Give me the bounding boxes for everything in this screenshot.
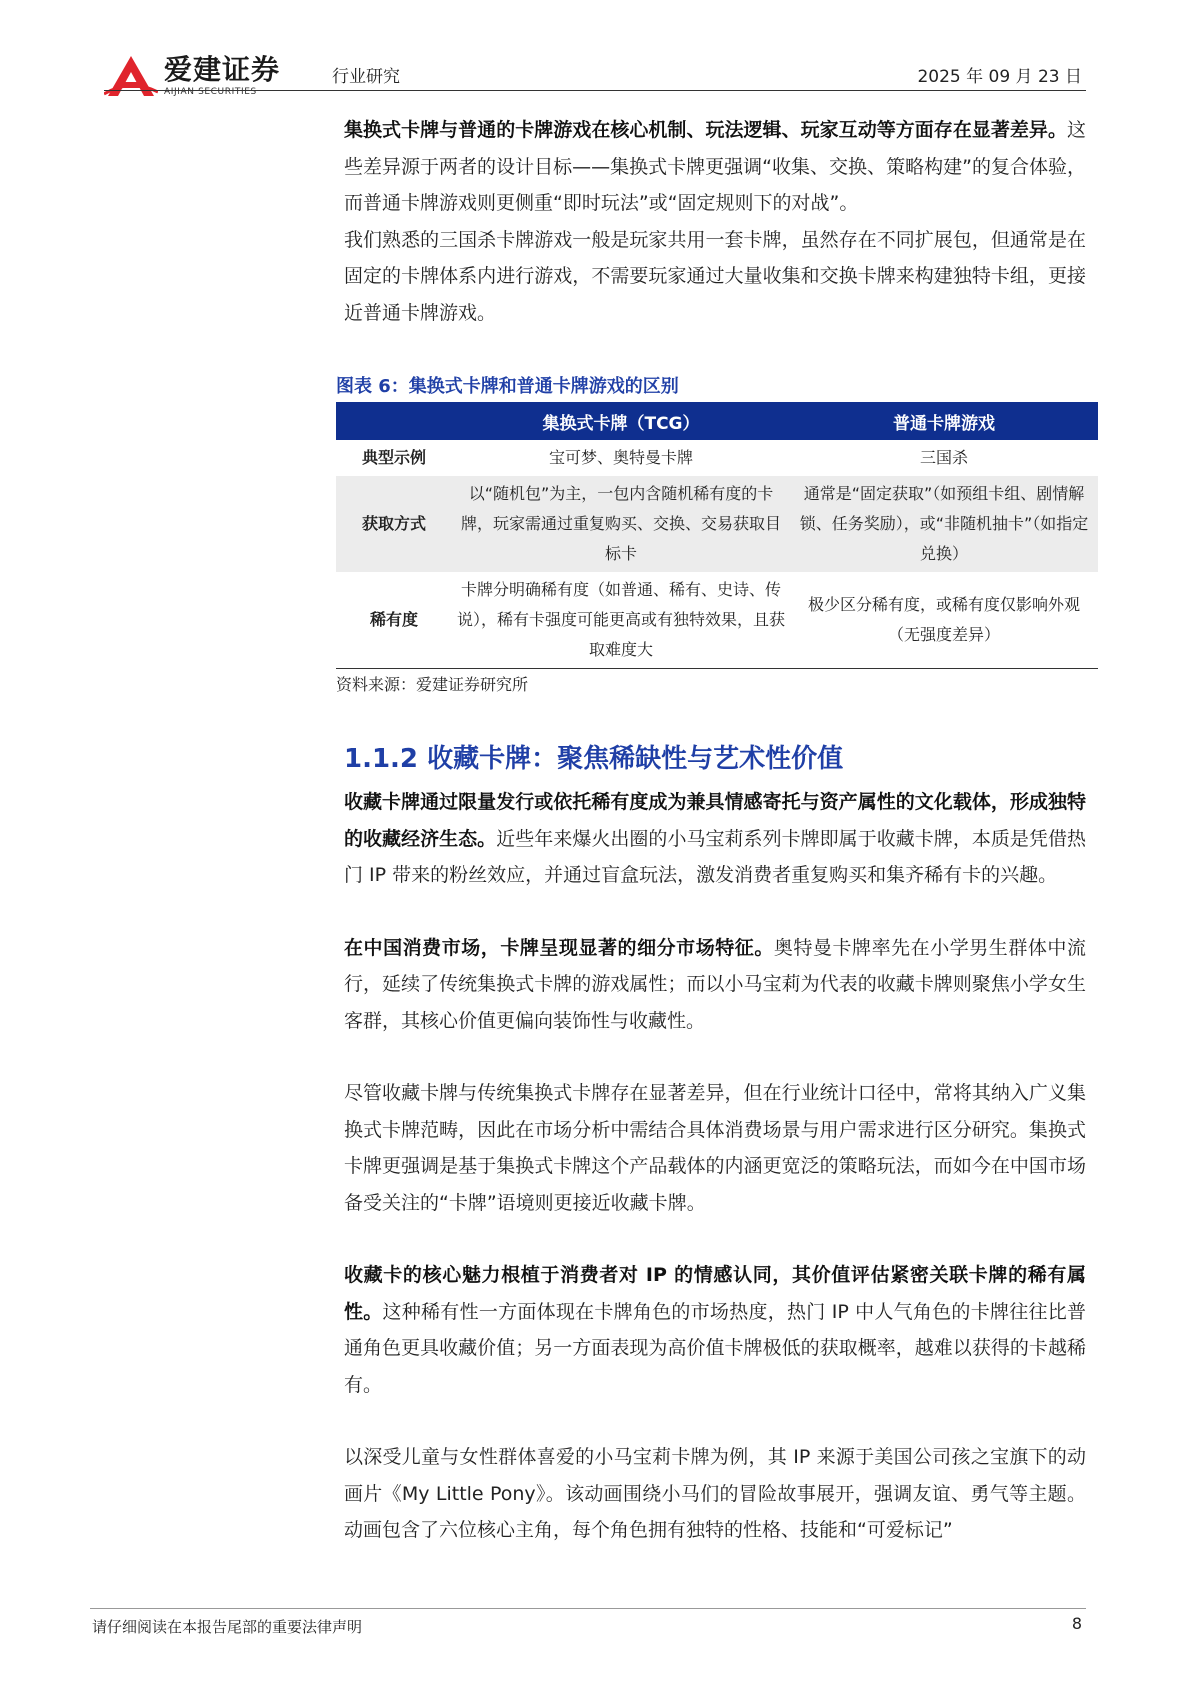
aijian-logo-icon (104, 54, 158, 98)
report-category: 行业研究 (332, 67, 400, 87)
comparison-table (336, 402, 1098, 669)
section-p4-bold: 收藏卡的核心魅力根植于消费者对 IP 的情感认同，其价值评估紧密关联卡牌的稀有属性。 (344, 1264, 1086, 1323)
figure-title: 图表 6：集换式卡牌和普通卡牌游戏的区别 (336, 376, 679, 397)
row-label: 获取方式 (336, 476, 452, 572)
section-paragraph-2 (344, 930, 1086, 1040)
intro-paragraph-1 (344, 112, 1086, 222)
section-p2-rest: 奥特曼卡牌率先在小学男生群体中流行，延续了传统集换式卡牌的游戏属性；而以小马宝莉为代表的收藏卡牌则聚焦小学女生客群，其核心价值更偏向装饰性与收藏性。 (344, 936, 1086, 1032)
cell-normal: 极少区分稀有度，或稀有度仅影响外观（无强度差异） (790, 572, 1098, 669)
company-logo (104, 54, 280, 98)
section-p1-rest: 近些年来爆火出圈的小马宝莉系列卡牌即属于收藏卡牌，本质是凭借热门 IP 带来的粉丝效应，并通过盲盒玩法，激发消费者重复购买和集齐稀有卡的兴趣。 (344, 827, 1086, 886)
table-row (336, 476, 1098, 572)
section-p1-bold: 收藏卡牌通过限量发行或依托稀有度成为兼具情感寄托与资产属性的文化载体，形成独特的收藏经济生态。 (344, 791, 1086, 850)
table-row (336, 440, 1098, 476)
page-number: 8 (1071, 1614, 1082, 1633)
footer-disclaimer: 请仔细阅读在本报告尾部的重要法律声明 (92, 1618, 363, 1636)
section-p4-rest: 这种稀有性一方面体现在卡牌角色的市场热度，热门 IP 中人气角色的卡牌往往比普通角色更具收藏价值；另一方面表现为高价值卡牌极低的获取概率，越难以获得的卡越稀有。 (344, 1300, 1086, 1396)
intro-p1-rest: 这些差异源于两者的设计目标——集换式卡牌更强调“收集、交换、策略构建”的复合体验，而普通卡牌游戏则更侧重“即时玩法”或“固定规则下的对战”。 (344, 119, 1086, 214)
table-header-empty (336, 402, 452, 440)
cell-tcg: 卡牌分明确稀有度（如普通、稀有、史诗、传说），稀有卡强度可能更高或有独特效果，且获取难度大 (452, 572, 790, 669)
section-paragraph-4 (344, 1257, 1086, 1403)
logo-chinese-name: 爱建证券 (164, 53, 281, 86)
cell-tcg: 宝可梦、奥特曼卡牌 (548, 448, 693, 467)
header-divider (104, 90, 1086, 91)
intro-p1-bold: 集换式卡牌与普通的卡牌游戏在核心机制、玩法逻辑、玩家互动等方面存在显著差异。 (344, 119, 1067, 141)
table-source: 资料来源：爱建证券研究所 (336, 675, 529, 694)
footer-divider (90, 1608, 1086, 1609)
intro-section (344, 112, 1086, 331)
cell-tcg: 以“随机包”为主，一包内含随机稀有度的卡牌，玩家需通过重复购买、交换、交易获取目标卡 (452, 476, 790, 572)
row-label: 典型示例 (361, 448, 426, 467)
section-paragraph-1 (344, 784, 1086, 894)
table-row (336, 572, 1098, 669)
section-paragraph-3: 尽管收藏卡牌与传统集换式卡牌存在显著差异，但在行业统计口径中，常将其纳入广义集换式卡牌范畴，因此在市场分析中需结合具体消费场景与用户需求进行区分研究。集换式卡牌更强调是基于集换式卡牌这个产品载体的内涵更宽泛的策略玩法，而如今在中国市场备受关注的“卡牌”语境则更接近收藏卡牌。 (344, 1082, 1086, 1214)
row-label: 稀有度 (336, 572, 452, 669)
cell-normal: 三国杀 (919, 448, 968, 467)
section-body (344, 784, 1086, 1549)
section-paragraph-5: 以深受儿童与女性群体喜爱的小马宝莉卡牌为例，其 IP 来源于美国公司孩之宝旗下的动画片《My Little Pony》。该动画围绕小马们的冒险故事展开，强调友谊、勇气等主题。动画包含了六位核心主角，每个角色拥有独特的性格、技能和“可爱标记” (344, 1446, 1086, 1541)
logo-english-name: AIJIAN SECURITIES (164, 87, 257, 97)
cell-normal: 通常是“固定获取”（如预组卡组、剧情解锁、任务奖励），或“非随机抽卡”（如指定兑换） (790, 476, 1098, 572)
section-heading: 1.1.2 收藏卡牌：聚焦稀缺性与艺术性价值 (344, 744, 844, 774)
table-header-normal: 普通卡牌游戏 (790, 402, 1098, 440)
table-header-row (336, 402, 1098, 440)
report-date: 2025 年 09 月 23 日 (917, 67, 1082, 87)
table-header-tcg: 集换式卡牌（TCG） (452, 402, 790, 440)
intro-paragraph-2: 我们熟悉的三国杀卡牌游戏一般是玩家共用一套卡牌，虽然存在不同扩展包，但通常是在固定的卡牌体系内进行游戏，不需要玩家通过大量收集和交换卡牌来构建独特卡组，更接近普通卡牌游戏。 (344, 228, 1086, 324)
section-p2-bold: 在中国消费市场，卡牌呈现显著的细分市场特征。 (344, 936, 774, 959)
